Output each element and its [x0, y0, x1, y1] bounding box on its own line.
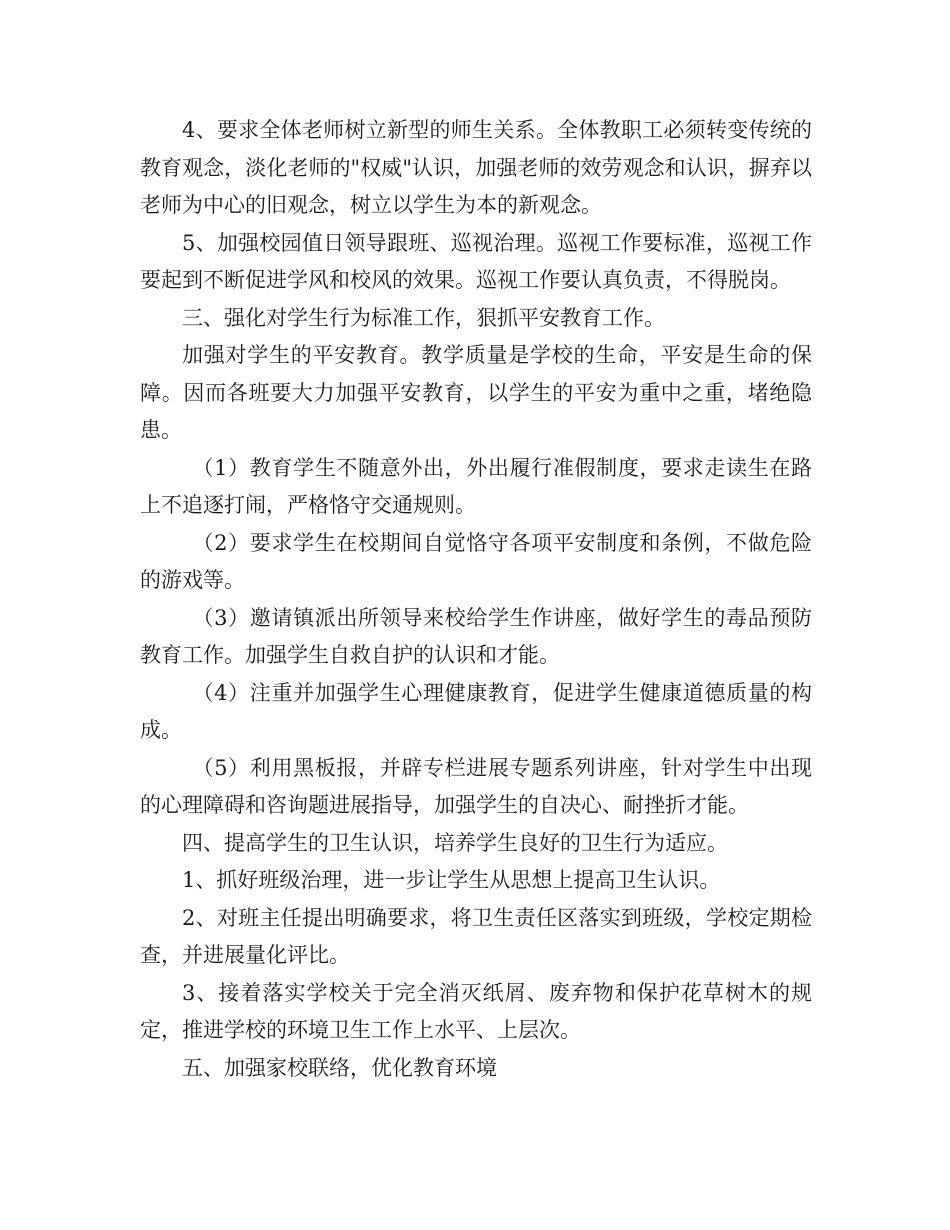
document-page: [140, 112, 812, 1087]
paragraph-hygiene-1: 1、抓好班级治理，进一步让学生从思想上提高卫生认识。: [182, 868, 721, 892]
paragraph-teacher-student-relation: 4、要求全体老师树立新型的师生关系。全体教职工必须转变传统的教育观念，淡化老师的"权威"认识，加强老师的效劳观念和认识，摒弃以老师为中心的旧观念，树立以学生为本的新观念。: [140, 118, 812, 217]
list-item-4: （4）注重并加强学生心理健康教育，促进学生健康道德质量的构成。: [140, 680, 812, 742]
paragraph-hygiene-2: 2、对班主任提出明确要求，将卫生责任区落实到班级，学校定期检查，并进展量化评比。: [140, 905, 812, 967]
section-heading-three: 三、强化对学生行为标准工作，狠抓平安教育工作。: [182, 305, 665, 330]
list-item-1: （1）教育学生不随意外出，外出履行准假制度，要求走读生在路上不追逐打闹，严格恪守交通规则。: [140, 455, 812, 517]
list-item-5: （5）利用黑板报，并辟专栏进展专题系列讲座，针对学生中出现的心理障碍和咨询题进展指导，加强学生的自决心、耐挫折才能。: [140, 755, 812, 817]
paragraph-safety-education: 加强对学生的平安教育。教学质量是学校的生命，平安是生命的保障。因而各班要大力加强平安教育，以学生的平安为重中之重，堵绝隐患。: [140, 343, 812, 442]
section-heading-four: 四、提高学生的卫生认识，培养学生良好的卫生行为适应。: [182, 830, 728, 855]
paragraph-hygiene-3: 3、接着落实学校关于完全消灭纸屑、废弃物和保护花草树木的规定，推进学校的环境卫生工作上水平、上层次。: [140, 980, 812, 1042]
list-item-3: （3）邀请镇派出所领导来校给学生作讲座，做好学生的毒品预防教育工作。加强学生自救自护的认识和才能。: [140, 605, 812, 667]
list-item-2: （2）要求学生在校期间自觉恪守各项平安制度和条例，不做危险的游戏等。: [140, 530, 812, 592]
paragraph-campus-patrol: 5、加强校园值日领导跟班、巡视治理。巡视工作要标准，巡视工作要起到不断促进学风和校风的效果。巡视工作要认真负责，不得脱岗。: [140, 230, 812, 292]
section-heading-five: 五、加强家校联络，优化教育环境: [182, 1055, 497, 1080]
